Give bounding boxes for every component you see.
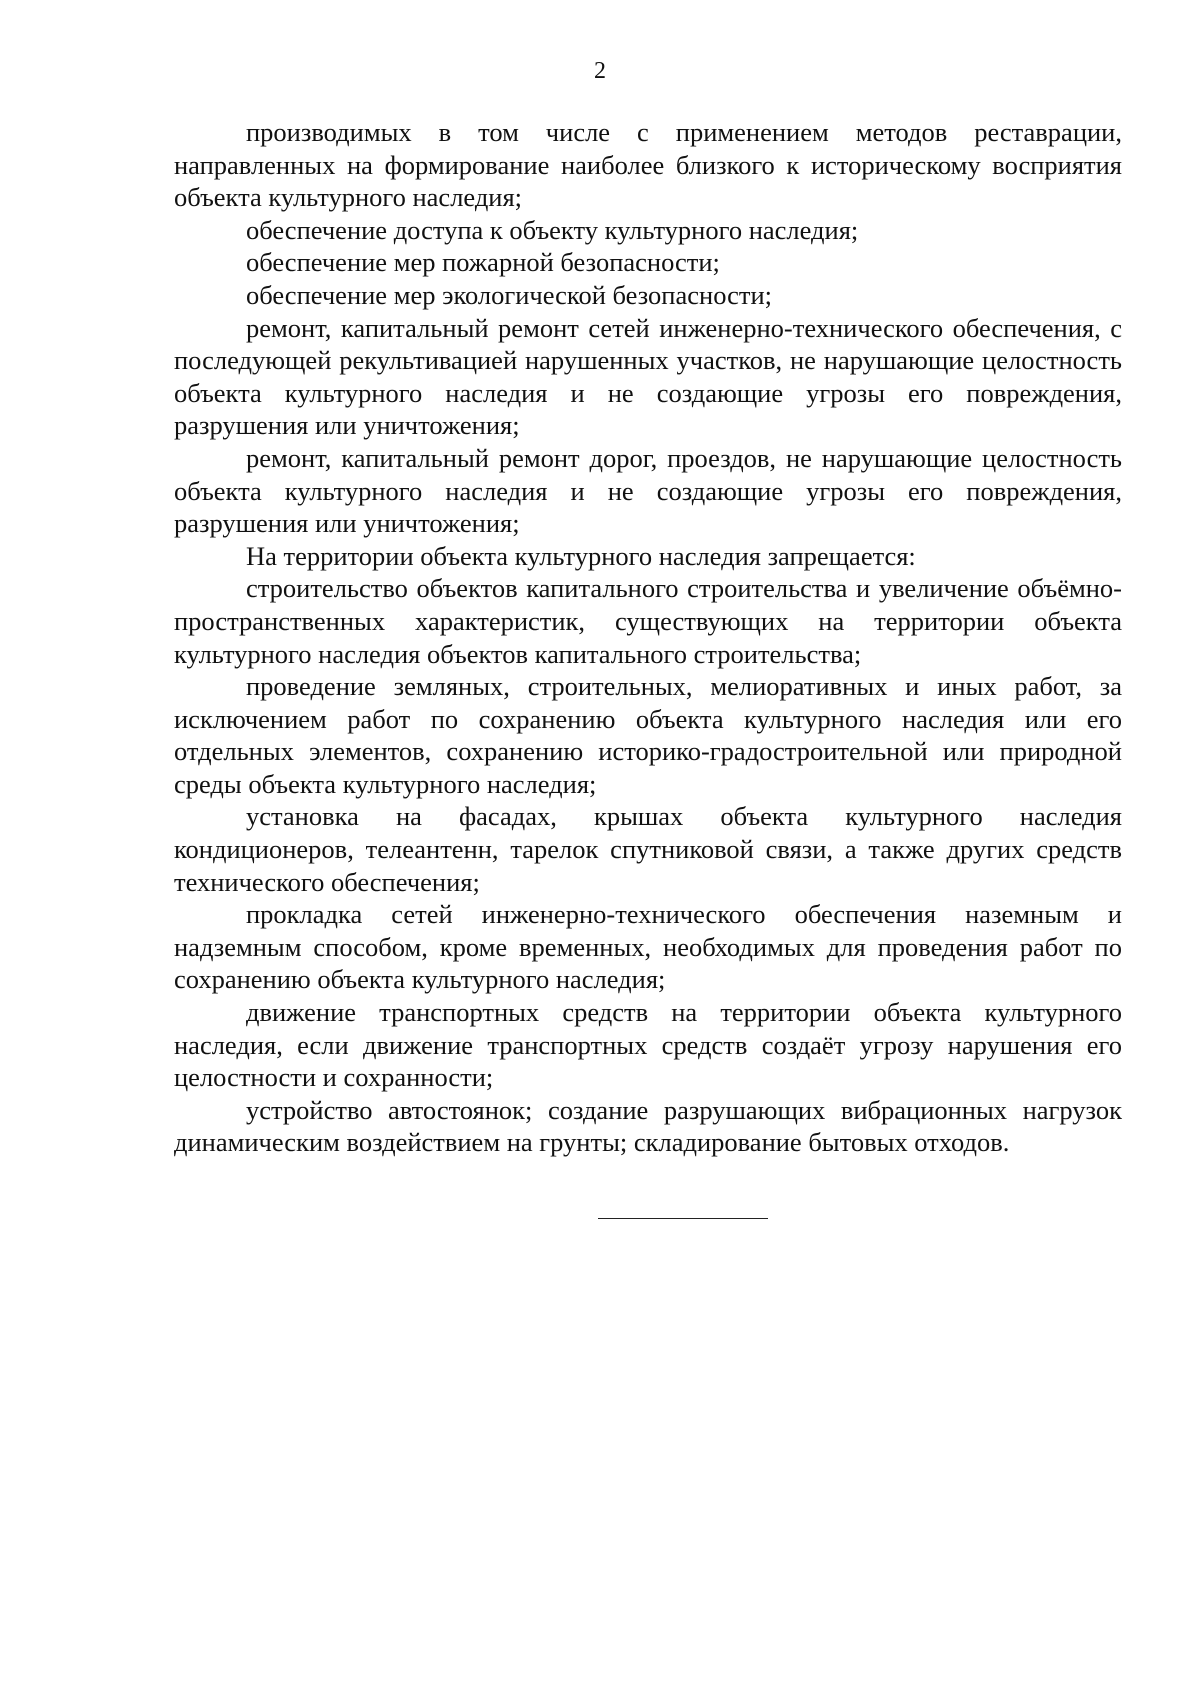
- document-body: [174, 116, 1122, 1159]
- paragraph-13: устройство автостоянок; создание разрушающих вибрационных нагрузок динамическим воздействием на грунты; складирование бытовых отходов.: [174, 1094, 1122, 1158]
- paragraph-5: ремонт, капитальный ремонт сетей инженерно-технического обеспечения, с последующей рекультивацией нарушенных участков, не нарушающие целостность объекта культурного наследия и не создающие угрозы его повреждения, разрушения или уничтожения;: [174, 312, 1122, 441]
- paragraph-3: обеспечение мер пожарной безопасности;: [246, 247, 720, 278]
- paragraph-11: прокладка сетей инженерно-технического обеспечения наземным и надземным способом, кроме временных, необходимых для проведения работ по сохранению объекта культурного наследия;: [174, 899, 1122, 995]
- paragraph-1: производимых в том числе с применением методов реставрации, направленных на формирование наиболее близкого к историческому восприятия объекта культурного наследия;: [174, 117, 1122, 213]
- paragraph-4: обеспечение мер экологической безопасности;: [246, 279, 772, 310]
- paragraph-6: ремонт, капитальный ремонт дорог, проездов, не нарушающие целостность объекта культурного наследия и не создающие угрозы его повреждения, разрушения или уничтожения;: [174, 442, 1122, 539]
- paragraph-7: На территории объекта культурного наследия запрещается:: [246, 540, 916, 571]
- paragraph-10: установка на фасадах, крышах объекта культурного наследия кондиционеров, телеантенн, тарелок спутниковой связи, а также других средств технического обеспечения;: [174, 801, 1122, 897]
- paragraph-8: строительство объектов капитального строительства и увеличение объёмно-пространственных характеристик, существующих на территории объекта культурного наследия объектов капитального строительства;: [174, 573, 1122, 669]
- paragraph-9: проведение земляных, строительных, мелиоративных и иных работ, за исключением работ по сохранению объекта культурного наследия или его отдельных элементов, сохранению историко-градостроительной или природной среды объекта культурного наследия;: [174, 671, 1122, 799]
- paragraph-12: движение транспортных средств на территории объекта культурного наследия, если движение транспортных средств создаёт угрозу нарушения его целостности и сохранности;: [174, 997, 1122, 1093]
- page-number: 2: [594, 58, 606, 84]
- paragraph-2: обеспечение доступа к объекту культурного наследия;: [246, 214, 859, 245]
- end-divider-line: [598, 1218, 768, 1219]
